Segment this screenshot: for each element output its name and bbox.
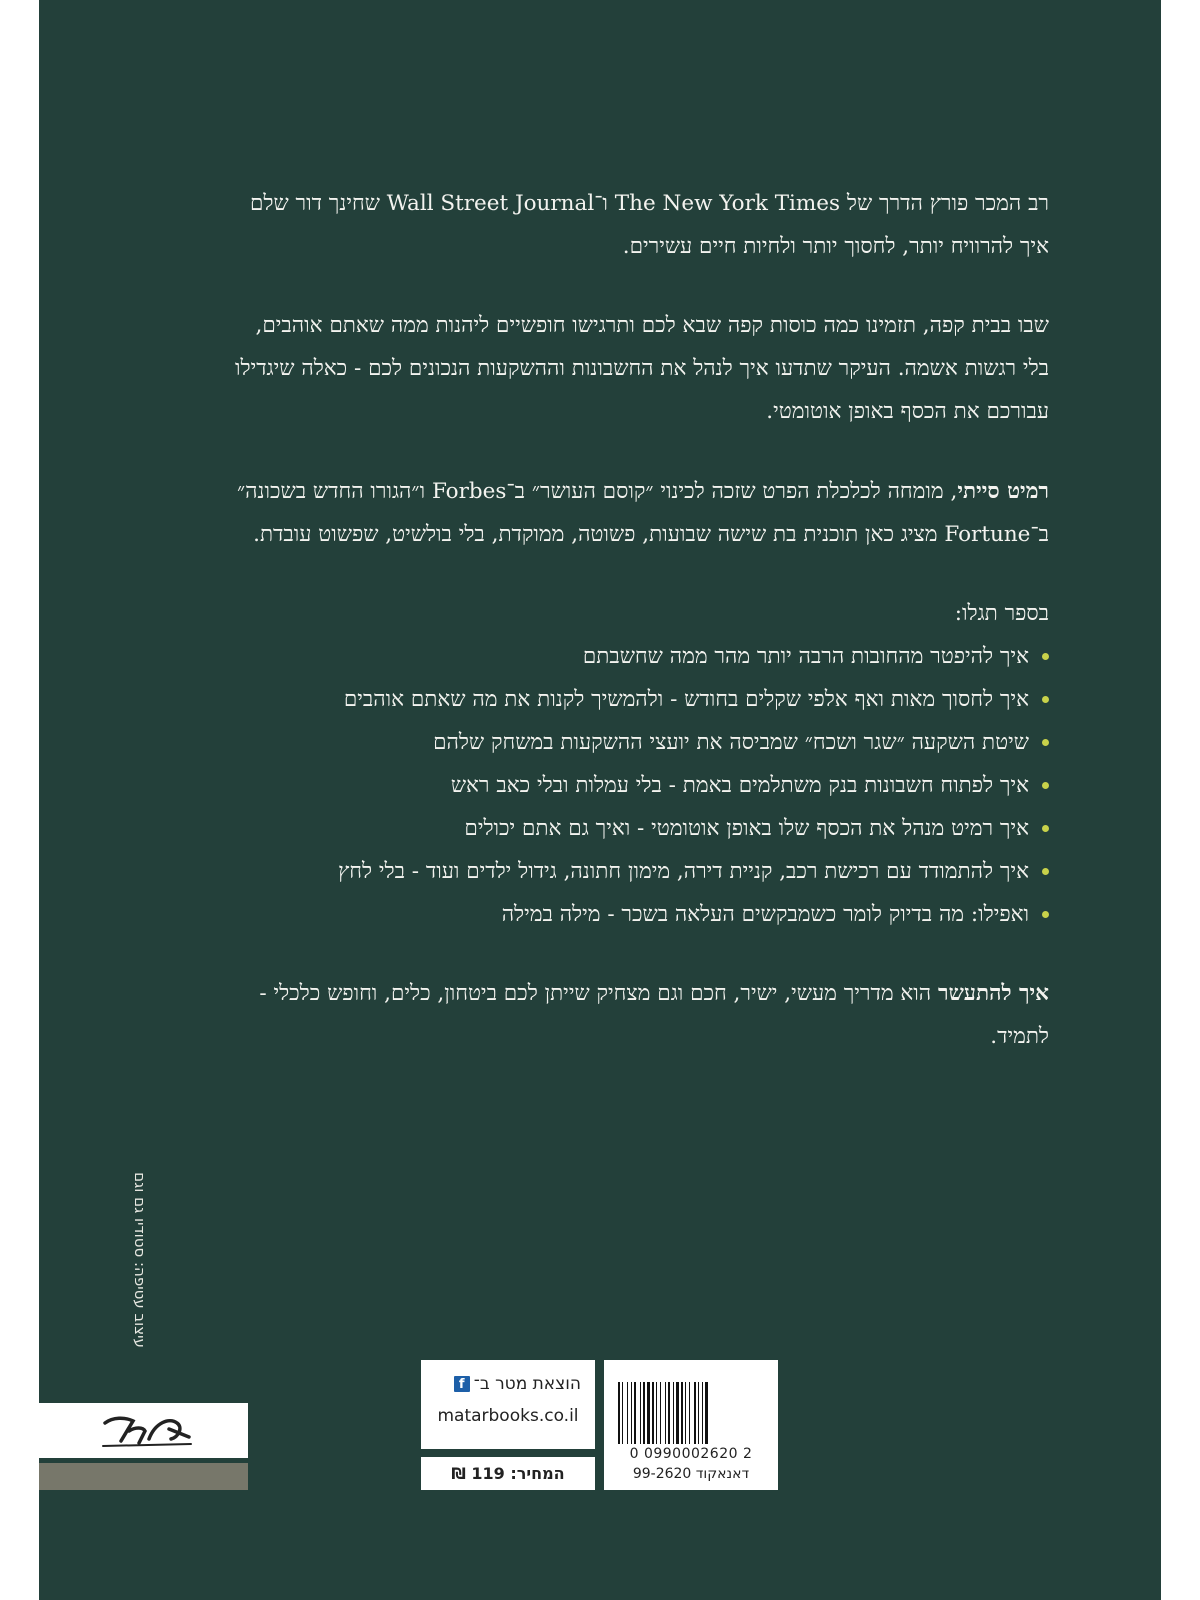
design-credit-text: עיצוב עטיפה: סטודיו גם וגם <box>131 1172 149 1348</box>
barcode-bar <box>643 1382 645 1444</box>
author-text-2: ו״הגורו החדש בשכונה״ ב־ <box>236 479 1049 547</box>
facebook-icon: f <box>454 1376 470 1392</box>
barcode-bar <box>702 1382 703 1444</box>
forbes-name: Forbes <box>431 479 507 504</box>
bullet-dot <box>1042 825 1049 832</box>
barcode-number: 0 0990002620 2 <box>629 1446 753 1462</box>
barcode-bar <box>698 1382 699 1444</box>
back-cover <box>39 0 1161 1600</box>
design-credit <box>125 1150 155 1370</box>
matar-logo-icon <box>99 1409 195 1451</box>
bullet-dot <box>1042 911 1049 918</box>
wsj-name: Wall Street Journal <box>386 191 595 216</box>
bullet-dot <box>1042 653 1049 660</box>
feature-list <box>226 635 1049 936</box>
cafe-paragraph: שבו בבית קפה, תזמינו כמה כוסות קפה שבא לכם ותרגישו חופשיים ליהנות ממה שאתם אוהבים, בלי רגשות אשמה. העיקר שתדעו איך לנהל את החשבונות וההשקעות הנכונים לכם - כאלה שיגדילו עבורכם את הכסף באופן אוטומטי. <box>235 313 1049 424</box>
barcode-bar <box>652 1382 654 1444</box>
barcode-bar <box>668 1382 670 1444</box>
author-paragraph <box>226 470 1049 556</box>
bullet-dot <box>1042 782 1049 789</box>
list-item-text: איך להיפטר מהחובות הרבה יותר מהר ממה שחשבתם <box>582 644 1029 669</box>
intro-text-1: רב המכר פורץ הדרך של <box>840 191 1049 216</box>
barcode-bar <box>673 1382 674 1444</box>
fortune-name: Fortune <box>944 522 1031 547</box>
barcode-bar <box>681 1382 683 1444</box>
book-title-bold: איך להתעשר <box>938 981 1049 1006</box>
price-label: המחיר: 119 ₪ <box>421 1457 595 1490</box>
bullet-dot <box>1042 696 1049 703</box>
barcode-bar <box>665 1382 666 1444</box>
barcode-bar <box>647 1382 650 1444</box>
list-item <box>226 721 1049 764</box>
list-heading: בספר תגלו: <box>954 601 1049 626</box>
barcode-bar <box>705 1382 708 1444</box>
list-item-text: איך לפתוח חשבונות בנק משתלמים באמת - בלי עמלות ובלי כאב ראש <box>450 773 1029 798</box>
author-name: רמיט סייתי <box>957 479 1049 504</box>
blurb <box>226 182 1049 1058</box>
author-text-1: , מומחה לכלכלת הפרט שזכה לכינוי ״קוסם העושר״ ב־ <box>506 479 958 504</box>
list-item <box>226 635 1049 678</box>
barcode-bar <box>676 1382 679 1444</box>
list-item-text: איך להתמודד עם רכישת רכב, קניית דירה, מימון חתונה, גידול ילדים ועוד - בלי לחץ <box>338 859 1029 884</box>
list-item <box>226 850 1049 893</box>
barcode-bar <box>689 1382 690 1444</box>
list-item <box>226 807 1049 850</box>
publisher-website: matarbooks.co.il <box>437 1406 579 1426</box>
barcode-bar <box>618 1382 620 1444</box>
barcode-bar <box>660 1382 661 1444</box>
intro-text-2: ו־ <box>594 191 615 216</box>
intro-paragraph <box>226 182 1049 268</box>
danacode: דאנאקוד 99-2620 <box>632 1466 750 1482</box>
publisher-info <box>421 1360 595 1449</box>
author-text-3: מציג כאן תוכנית בת שישה שבועות, פשוטה, ממוקדת, בלי בולשיט, שפשוט עובדת. <box>253 522 945 547</box>
list-item <box>226 893 1049 936</box>
bullet-dot <box>1042 739 1049 746</box>
list-item <box>226 678 1049 721</box>
list-item-text: איך לחסוך מאות ואף אלפי שקלים בחודש - ולהמשיך לקנות את מה שאתם אוהבים <box>343 687 1029 712</box>
barcode-bar <box>694 1382 696 1444</box>
closing-text: הוא מדריך מעשי, ישיר, חכם וגם מצחיק שייתן לכם ביטחון, כלים, וחופש כלכלי - לתמיד. <box>259 981 1049 1049</box>
barcode-bar <box>634 1382 636 1444</box>
list-item-text: ואפילו: מה בדיוק לומר כשמבקשים העלאה בשכר - מילה במילה <box>501 902 1029 927</box>
barcode-bars <box>616 1382 766 1444</box>
barcode-bar <box>685 1382 686 1444</box>
barcode <box>604 1360 778 1490</box>
closing-paragraph <box>226 972 1049 1058</box>
list-item <box>226 764 1049 807</box>
barcode-bar <box>640 1382 641 1444</box>
bullet-dot <box>1042 868 1049 875</box>
barcode-bar <box>656 1382 657 1444</box>
nyt-name: The New York Times <box>614 191 841 216</box>
barcode-bar <box>622 1382 623 1444</box>
publisher-line-text: הוצאת מטר ב־ <box>473 1374 581 1394</box>
logo-strip <box>39 1463 248 1490</box>
list-item-text: איך רמיט מנהל את הכסף שלו באופן אוטומטי - ואיך גם אתם יכולים <box>464 816 1029 841</box>
intro-text-3: שחינך דור שלם איך להרוויח יותר, לחסוך יותר ולחיות חיים עשירים. <box>250 191 1049 259</box>
list-item-text: שיטת השקעה ״שגר ושכח״ שמביסה את יועצי ההשקעות במשחק שלהם <box>433 730 1029 755</box>
barcode-bar <box>627 1382 628 1444</box>
publisher-line <box>454 1374 581 1394</box>
publisher-logo <box>39 1403 248 1458</box>
barcode-bar <box>631 1382 632 1444</box>
